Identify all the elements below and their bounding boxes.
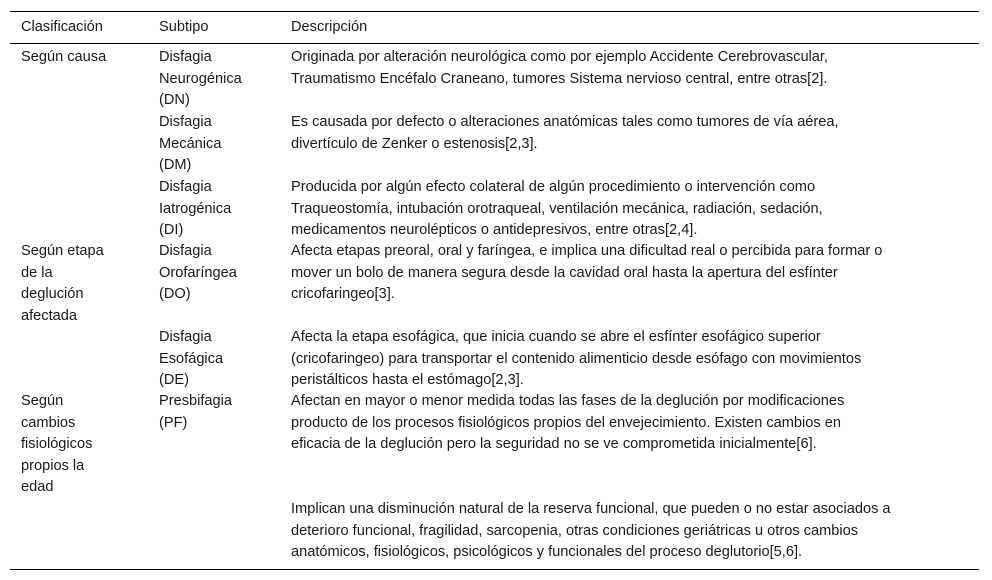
row-4-descripcion: Afecta la etapa esofágica, que inicia cuando se abre el esfínter esofágico superior (cricofaringeo) para transportar el contenido alimenticio desde esófago con movimientos peristálticos hasta el estómago[2,3].	[291, 329, 862, 388]
header-subtipo: Subtipo	[159, 19, 209, 35]
row-0-descripcion: Originada por alteración neurológica como por ejemplo Accidente Cerebrovascular, Traumatismo Encéfalo Craneano, tumores Sistema nervioso central, entre otras[2].	[291, 49, 829, 87]
table-body	[10, 44, 979, 569]
row-0-clasificacion: Según causa	[21, 49, 107, 65]
row-1-subtipo: Disfagia Mecánica (DM)	[159, 114, 222, 173]
row-6-descripcion: Implican una disminución natural de la reserva funcional, que pueden o no estar asociados a deterioro funcional, fragilidad, sarcopenia, otras condiciones geriátricas u otros cambios anatómicos, fisiológicos, psicológicos y funcionales del proceso deglutorio[5,6].	[291, 501, 891, 560]
row-3-clasificacion: Según etapa de la deglución afectada	[21, 243, 104, 324]
row-3-descripcion: Afecta etapas preoral, oral y faríngea, e implica una dificultad real o percibida para formar o mover un bolo de manera segura desde la cavidad oral hasta la apertura del esfínter cricofaringeo[3].	[291, 243, 883, 302]
row-5-subtipo: Presbifagia (PF)	[159, 393, 233, 431]
header-descripcion: Descripción	[291, 19, 368, 35]
table-header-row	[10, 12, 979, 44]
row-5-descripcion: Afectan en mayor o menor medida todas las fases de la deglución por modificaciones producto de los procesos fisiológicos propios del envejecimiento. Existen cambios en eficacia de la deglución pero la seguridad no se ve comprometida inicialmente[6].	[291, 393, 845, 452]
row-4-subtipo: Disfagia Esofágica (DE)	[159, 329, 224, 388]
row-0-subtipo: Disfagia Neurogénica (DN)	[159, 49, 242, 108]
row-1-descripcion: Es causada por defecto o alteraciones anatómicas tales como tumores de vía aérea, divertículo de Zenker o estenosis[2,3].	[291, 114, 839, 152]
row-2-subtipo: Disfagia Iatrogénica (DI)	[159, 179, 232, 238]
row-5-clasificacion: Según cambios fisiológicos propios la edad	[21, 393, 93, 495]
header-clasificacion: Clasificación	[21, 19, 103, 35]
dysphagia-classification-table	[10, 11, 979, 570]
row-3-subtipo: Disfagia Orofaríngea (DO)	[159, 243, 237, 302]
row-2-descripcion: Producida por algún efecto colateral de algún procedimiento o intervención como Traqueostomía, intubación orotraqueal, ventilación mecánica, radiación, sedación, medicamentos neurolépticos o antidepresivos, entre otras[2,4].	[291, 179, 823, 238]
